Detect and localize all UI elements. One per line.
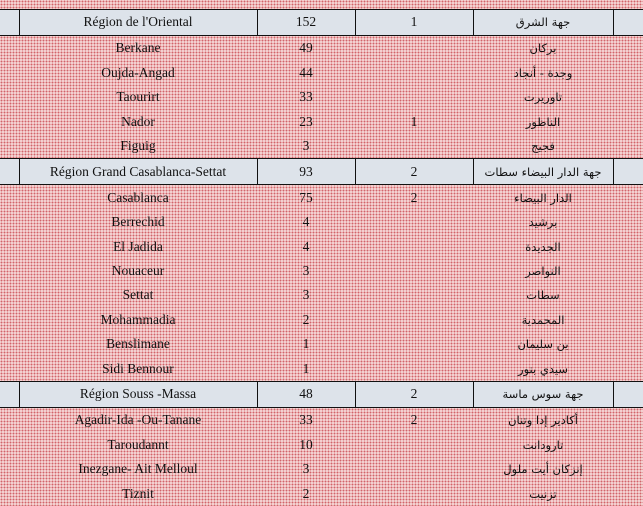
province-count: 1: [302, 336, 310, 352]
province-row: [0, 457, 643, 481]
province-row: [0, 407, 643, 432]
spacer-cell: [613, 308, 643, 332]
province-name-ar: أكادير إدا وتنان: [508, 413, 578, 428]
province-rank: [355, 356, 473, 381]
province-count: 3: [302, 461, 310, 477]
province-row: [0, 210, 643, 234]
province-name-ar: سيدي بنور: [518, 361, 568, 376]
province-count: 44: [299, 64, 313, 80]
spacer-cell: [0, 457, 19, 481]
province-count: 49: [299, 40, 313, 56]
province-row: [0, 308, 643, 332]
province-rank: [355, 308, 473, 332]
province-name-ar: برشيد: [528, 215, 558, 230]
spacer-cell: [0, 61, 19, 85]
province-count: 23: [299, 113, 313, 129]
province-rank: [355, 481, 473, 506]
region-total: 93: [257, 159, 355, 185]
region-name-ar: جهة سوس ماسة: [473, 381, 613, 407]
spacer-cell: [613, 85, 643, 109]
province-name-ar: إنزكان أيت ملول: [503, 462, 583, 477]
province-count: 4: [302, 214, 310, 230]
province-name-fr: Berrechid: [111, 214, 165, 230]
spacer-cell: [0, 356, 19, 381]
region-name-fr: Région Grand Casablanca-Settat: [19, 159, 257, 185]
province-row: [0, 332, 643, 356]
province-rank: [355, 457, 473, 481]
province-count: 33: [299, 412, 313, 428]
region-name-ar: جهة الشرق: [473, 10, 613, 36]
province-rank: [355, 259, 473, 283]
spacer-cell: [613, 356, 643, 381]
province-count: 2: [302, 485, 310, 501]
regional-statistics-table: [0, 9, 643, 506]
province-row: [0, 433, 643, 457]
province-rank: [355, 35, 473, 60]
province-name-fr: Settat: [122, 287, 154, 303]
province-name-fr: Mohammadia: [100, 311, 176, 327]
spacer-cell: [0, 10, 19, 36]
province-name-fr: Nador: [121, 113, 155, 129]
province-name-fr: Taourirt: [116, 89, 160, 105]
province-name-fr: Casablanca: [107, 189, 169, 205]
spacer-cell: [613, 481, 643, 506]
province-count: 3: [302, 262, 310, 278]
spacer-cell: [0, 134, 19, 159]
spacer-cell: [0, 85, 19, 109]
province-name-fr: Tiznit: [122, 485, 154, 501]
spacer-cell: [613, 283, 643, 307]
region-header-row: [0, 10, 643, 36]
spacer-cell: [0, 234, 19, 258]
province-name-fr: Nouaceur: [111, 262, 165, 278]
province-rank: 2: [410, 189, 418, 205]
spacer-cell: [613, 159, 643, 185]
province-name-fr: Agadir-Ida -Ou-Tanane: [74, 412, 202, 428]
province-name-fr: El Jadida: [113, 238, 163, 254]
province-row: [0, 85, 643, 109]
province-count: 1: [302, 360, 310, 376]
province-row: [0, 356, 643, 381]
province-count: 75: [299, 189, 313, 205]
province-name-fr: Sidi Bennour: [102, 360, 174, 376]
province-rank: [355, 61, 473, 85]
region-name-ar: جهة الدار البيضاء سطات: [473, 159, 613, 185]
province-row: [0, 134, 643, 159]
province-name-fr: Oujda-Angad: [101, 64, 175, 80]
province-row: [0, 35, 643, 60]
province-rank: [355, 210, 473, 234]
province-rank: 1: [410, 113, 418, 129]
spacer-cell: [0, 35, 19, 60]
province-name-ar: الناظور: [525, 114, 561, 129]
spacer-cell: [613, 259, 643, 283]
province-row: [0, 234, 643, 258]
spacer-cell: [613, 109, 643, 133]
spacer-cell: [0, 381, 19, 407]
spacer-cell: [0, 109, 19, 133]
spacer-cell: [613, 185, 643, 210]
region-header-row: [0, 159, 643, 185]
province-name-ar: فجيج: [531, 139, 555, 154]
province-rank: [355, 85, 473, 109]
spacer-cell: [613, 210, 643, 234]
province-name-ar: الدار البيضاء: [514, 190, 572, 205]
province-rank: [355, 332, 473, 356]
province-count: 3: [302, 287, 310, 303]
spacer-cell: [613, 61, 643, 85]
spacer-cell: [0, 259, 19, 283]
province-name-ar: سطات: [526, 288, 560, 303]
spacer-cell: [613, 134, 643, 159]
province-name-ar: تزنيت: [529, 486, 557, 501]
province-rank: [355, 234, 473, 258]
province-row: [0, 481, 643, 506]
province-name-ar: الجديدة: [525, 239, 561, 254]
province-row: [0, 259, 643, 283]
province-name-fr: Benslimane: [106, 336, 170, 352]
spacer-cell: [0, 332, 19, 356]
province-rank: [355, 134, 473, 159]
province-row: [0, 109, 643, 133]
province-row: [0, 185, 643, 210]
province-row: [0, 283, 643, 307]
spacer-cell: [0, 159, 19, 185]
spacer-cell: [0, 210, 19, 234]
spacer-cell: [0, 185, 19, 210]
region-rank: 2: [355, 159, 473, 185]
province-name-fr: Berkane: [115, 40, 161, 56]
spacer-cell: [613, 234, 643, 258]
province-name-ar: وجدة - أنجاد: [513, 65, 573, 80]
spacer-cell: [613, 10, 643, 36]
province-rank: 2: [410, 412, 418, 428]
spacer-cell: [0, 433, 19, 457]
province-row: [0, 61, 643, 85]
spacer-cell: [613, 332, 643, 356]
spacer-cell: [613, 35, 643, 60]
spacer-cell: [0, 308, 19, 332]
province-rank: [355, 433, 473, 457]
province-count: 33: [299, 89, 313, 105]
spacer-cell: [613, 433, 643, 457]
region-header-row: [0, 381, 643, 407]
province-name-fr: Figuig: [120, 138, 156, 154]
province-rank: [355, 283, 473, 307]
spacer-cell: [0, 481, 19, 506]
region-name-fr: Région de l'Oriental: [19, 10, 257, 36]
region-rank: 1: [355, 10, 473, 36]
spacer-cell: [0, 283, 19, 307]
province-name-ar: تاوريرت: [523, 90, 563, 105]
province-name-ar: تارودانت: [522, 437, 564, 452]
province-name-ar: المحمدية: [521, 312, 565, 327]
province-name-ar: بركان: [529, 41, 557, 56]
province-name-fr: Taroudannt: [107, 436, 169, 452]
province-count: 4: [302, 238, 310, 254]
province-name-ar: النواصر: [525, 263, 561, 278]
spacer-cell: [613, 381, 643, 407]
spacer-cell: [0, 407, 19, 432]
region-total: 48: [257, 381, 355, 407]
province-count: 2: [302, 311, 310, 327]
region-total: 152: [257, 10, 355, 36]
province-name-fr: Inezgane- Ait Melloul: [78, 461, 198, 477]
spacer-cell: [613, 457, 643, 481]
region-name-fr: Région Souss -Massa: [19, 381, 257, 407]
province-count: 3: [302, 138, 310, 154]
province-count: 10: [299, 436, 313, 452]
province-name-ar: بن سليمان: [517, 337, 569, 352]
spacer-cell: [613, 407, 643, 432]
region-rank: 2: [355, 381, 473, 407]
